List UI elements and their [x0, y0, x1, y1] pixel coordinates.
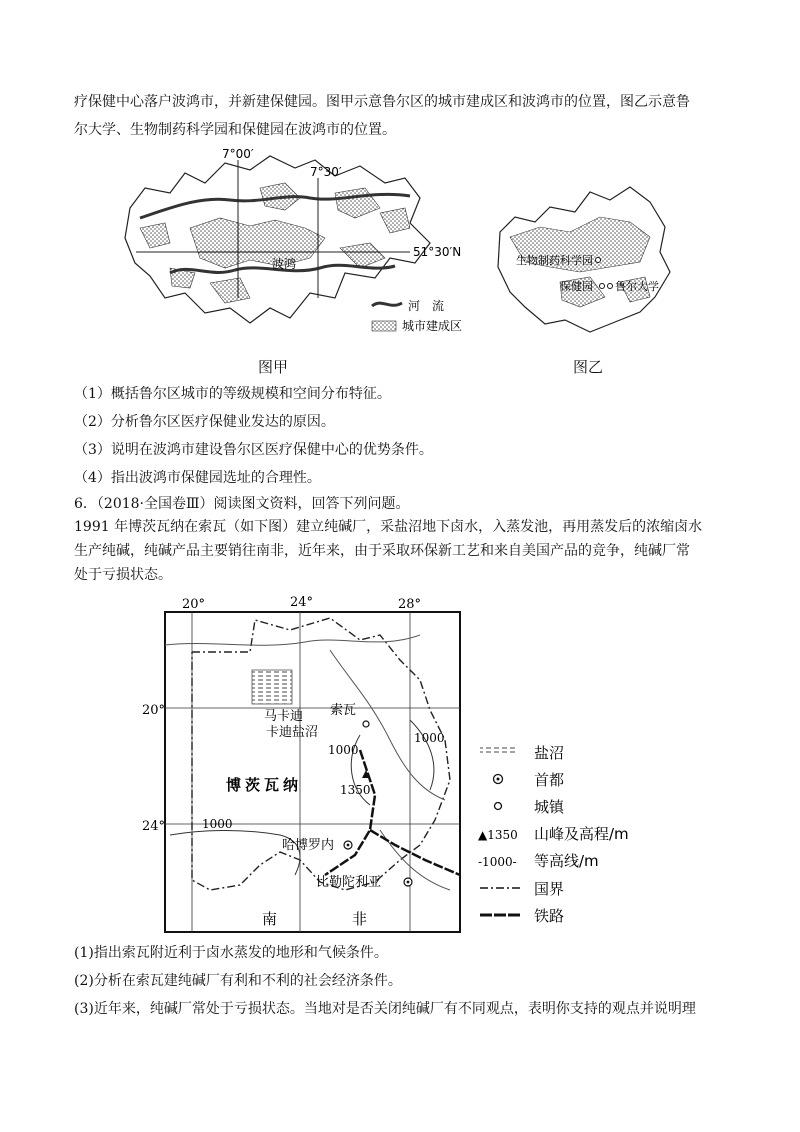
figure-c-legend	[478, 738, 718, 938]
legend-urban-symbol	[372, 321, 396, 331]
bio-park-label: 生物制药科学园	[516, 254, 593, 267]
peak-label: 1350	[340, 783, 371, 797]
figure-b-caption: 图乙	[573, 358, 604, 376]
health-park-marker	[600, 284, 605, 289]
q5-sub-4: （4）指出波鸿市保健园选址的合理性。	[74, 470, 321, 486]
legend-peak-symbol: ▲1350	[478, 828, 518, 842]
makadi-label: 马卡迪	[264, 709, 304, 724]
figure-a-caption: 图甲	[258, 358, 289, 376]
gaborone-capital-dot	[347, 844, 350, 847]
figure-b-bochum-map	[490, 172, 680, 340]
legend-salt-symbol	[480, 747, 516, 755]
city-bochum-label: 波鸿	[272, 257, 297, 271]
legend-rail-label: 铁路	[534, 907, 565, 925]
map-frame	[165, 612, 460, 932]
legend-contour-label: 等高线/m	[534, 852, 599, 870]
health-park-label: 保健园	[560, 280, 593, 293]
contour-label-3: 1000	[202, 817, 233, 831]
q5-sub-3: （3）说明在波鸿市建设鲁尔区医疗保健中心的优势条件。	[74, 442, 433, 458]
legend-river-label: 河 流	[408, 299, 445, 313]
pretoria-capital-dot	[407, 881, 410, 884]
q6-header: 6．（2018·全国卷Ⅲ）阅读图文资料，回答下列问题。	[74, 496, 410, 512]
university-marker	[608, 284, 613, 289]
legend-town-symbol	[495, 803, 502, 810]
lon-7-00-label: 7°00′	[222, 148, 254, 161]
legend-town-label: 城镇	[534, 798, 565, 816]
q6-sub-1: (1)指出索瓦附近利于卤水蒸发的地形和气候条件。	[74, 945, 388, 961]
lat-24-label: 24°	[142, 819, 166, 834]
lon-24-label: 24°	[290, 595, 314, 610]
bio-park-marker	[596, 258, 601, 263]
legend-urban-label: 城市建成区	[402, 319, 463, 333]
legend-contour-symbol: -1000-	[478, 855, 517, 869]
south-africa-label-1: 南	[262, 910, 278, 928]
sowa-marker	[363, 721, 369, 727]
q6-para-line-1: 1991 年博茨瓦纳在索瓦（如下图）建立纯碱厂，采盐沼地下卤水，入蒸发池，再用蒸发后的浓缩卤水	[74, 519, 703, 535]
figure-a-ruhr-map	[110, 148, 470, 348]
lon-28-label: 28°	[398, 597, 422, 612]
legend-salt-label: 盐沼	[534, 744, 565, 762]
intro-line-2: 尔大学、生物制药科学园和保健园在波鸿市的位置。	[74, 122, 396, 138]
salt-pan-label: 卡迪盐沼	[266, 725, 319, 740]
lat-20-label: 20°	[142, 703, 166, 718]
figure-c-botswana-map	[130, 590, 470, 935]
south-africa-label-2: 非	[352, 910, 368, 928]
q5-sub-2: （2）分析鲁尔区医疗保健业发达的原因。	[74, 414, 335, 430]
legend-capital-label: 首都	[534, 771, 565, 789]
q6-para-line-2: 生产纯碱，纯碱产品主要销往南非，近年来，由于采取环保新工艺和来自美国产品的竞争，纯碱厂常	[74, 543, 690, 559]
lat-51-30-label: 51°30′N	[413, 245, 462, 259]
sowa-label: 索瓦	[330, 703, 357, 718]
legend-border-label: 国界	[534, 880, 565, 898]
botswana-label: 博茨瓦纳	[226, 776, 303, 794]
salt-pan-area	[252, 670, 292, 704]
q6-sub-2: (2)分析在索瓦建纯碱厂有利和不利的社会经济条件。	[74, 973, 402, 989]
lon-7-30-label: 7°30′	[310, 165, 342, 179]
university-label: 鲁尔大学	[615, 280, 659, 293]
legend-capital-dot	[497, 778, 500, 781]
lon-20-label: 20°	[182, 597, 206, 612]
legend-river-symbol	[372, 303, 402, 306]
q6-sub-3: (3)近年来，纯碱厂常处于亏损状态。当地对是否关闭纯碱厂有不同观点，表明你支持的观点并说明理	[74, 1001, 696, 1017]
contour-label-2: 1000	[414, 731, 445, 745]
gaborone-label: 哈博罗内	[282, 838, 335, 853]
contour-label-1: 1000	[328, 743, 359, 757]
q6-para-line-3: 处于亏损状态。	[74, 567, 172, 583]
pretoria-label: 比勒陀利亚	[316, 875, 382, 890]
legend-peak-label: 山峰及高程/m	[534, 825, 629, 843]
q5-sub-1: （1）概括鲁尔区城市的等级规模和空间分布特征。	[74, 386, 391, 402]
intro-line-1: 疗保健中心落户波鸿市，并新建保健园。图甲示意鲁尔区的城市建成区和波鸿市的位置，图乙示意鲁	[74, 94, 690, 110]
